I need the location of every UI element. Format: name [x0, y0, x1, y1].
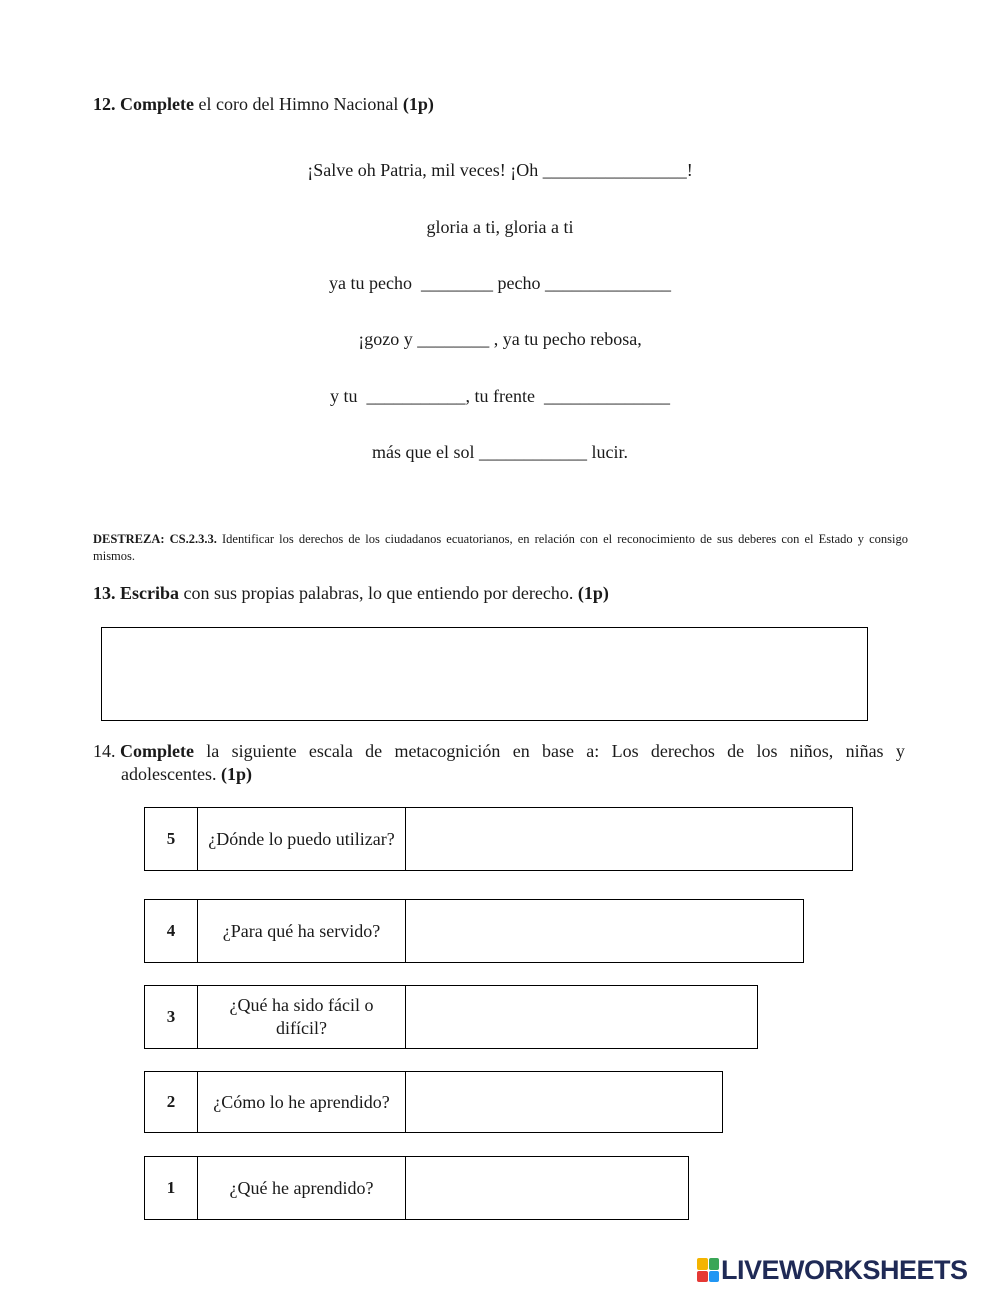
question-14-word: derechos [650, 741, 715, 761]
question-12-points: (1p) [402, 94, 434, 114]
scale-row-4 [144, 899, 804, 963]
scale-number: 3 [145, 986, 198, 1048]
question-14-points: (1p) [220, 764, 252, 784]
question-14-word: los [756, 741, 778, 761]
anthem-line-1: ¡Salve oh Patria, mil veces! ¡Oh ________________! [307, 160, 693, 180]
question-14-title [93, 740, 905, 786]
scale-question: ¿Cómo lo he aprendido? [198, 1072, 406, 1132]
scale-question: ¿Para qué ha servido? [198, 900, 406, 962]
question-14-word: escala [308, 741, 353, 761]
liveworksheets-logo-icon [697, 1258, 719, 1282]
question-14-line-2-text: adolescentes. [121, 764, 221, 784]
question-12-label: 12. Complete [93, 94, 194, 114]
logo-block [709, 1258, 720, 1270]
anthem-line-3: ya tu pecho ________ pecho ______________ [329, 273, 671, 293]
anthem-line-2: gloria a ti, gloria a ti [426, 217, 574, 237]
liveworksheets-logo [697, 1254, 968, 1285]
logo-block [697, 1258, 708, 1270]
scale-question: ¿Dónde lo puedo utilizar? [198, 808, 406, 870]
question-14-word: de [365, 741, 383, 761]
question-13-label: 13. Escriba [93, 583, 180, 603]
question-14-number: 14. [93, 741, 116, 761]
question-14-word: niñas [845, 741, 884, 761]
question-12-title [93, 94, 434, 115]
scale-answer-cell[interactable] [406, 1072, 722, 1132]
anthem-line-5: y tu ___________, tu frente ______________ [330, 386, 670, 406]
logo-block [709, 1271, 720, 1283]
question-14-word: de [727, 741, 745, 761]
skill-text: Identificar los derechos de los ciudadanos ecuatorianos, en relación con el reconocimiento de sus deberes con el Estado y consigo mismos. [93, 532, 908, 563]
scale-answer-cell[interactable] [406, 1157, 688, 1219]
question-14-word: niños, [789, 741, 834, 761]
scale-answer-cell[interactable] [406, 986, 757, 1048]
scale-row-2 [144, 1071, 723, 1133]
question-14-lead [93, 740, 194, 763]
scale-number: 1 [145, 1157, 198, 1219]
scale-number: 2 [145, 1072, 198, 1132]
scale-answer-cell[interactable] [406, 808, 852, 870]
question-14-word: y [895, 741, 905, 761]
scale-row-5 [144, 807, 853, 871]
question-14-word: en [512, 741, 530, 761]
scale-number: 4 [145, 900, 198, 962]
scale-number: 5 [145, 808, 198, 870]
question-14-line-1 [93, 740, 905, 763]
question-14-word: metacognición [394, 741, 501, 761]
question-13-answer-box[interactable] [101, 627, 868, 721]
scale-question: ¿Qué ha sido fácil o difícil? [198, 986, 406, 1048]
question-14-word: siguiente [231, 741, 297, 761]
question-14-word: la [206, 741, 220, 761]
scale-row-3 [144, 985, 758, 1049]
scale-question: ¿Qué he aprendido? [198, 1157, 406, 1219]
question-14-word: Los [611, 741, 639, 761]
question-13-text: con sus propias palabras, lo que entiendo por derecho. [179, 583, 578, 603]
question-14-word: base [542, 741, 574, 761]
anthem-line-6: más que el sol ____________ lucir. [372, 442, 628, 462]
question-14-line-2 [93, 763, 905, 786]
question-13-title [93, 583, 609, 604]
anthem-line-4: ¡gozo y ________ , ya tu pecho rebosa, [358, 329, 642, 349]
question-12-text: el coro del Himno Nacional [193, 94, 403, 114]
scale-row-1 [144, 1156, 689, 1220]
skill-description [93, 531, 908, 565]
scale-answer-cell[interactable] [406, 900, 803, 962]
logo-block [697, 1271, 708, 1283]
question-14-label: Complete [120, 741, 194, 761]
logo-text: LIVEWORKSHEETS [721, 1254, 968, 1285]
question-13-points: (1p) [577, 583, 609, 603]
skill-label: DESTREZA: CS.2.3.3. [93, 532, 217, 546]
question-14-word: a: [586, 741, 600, 761]
